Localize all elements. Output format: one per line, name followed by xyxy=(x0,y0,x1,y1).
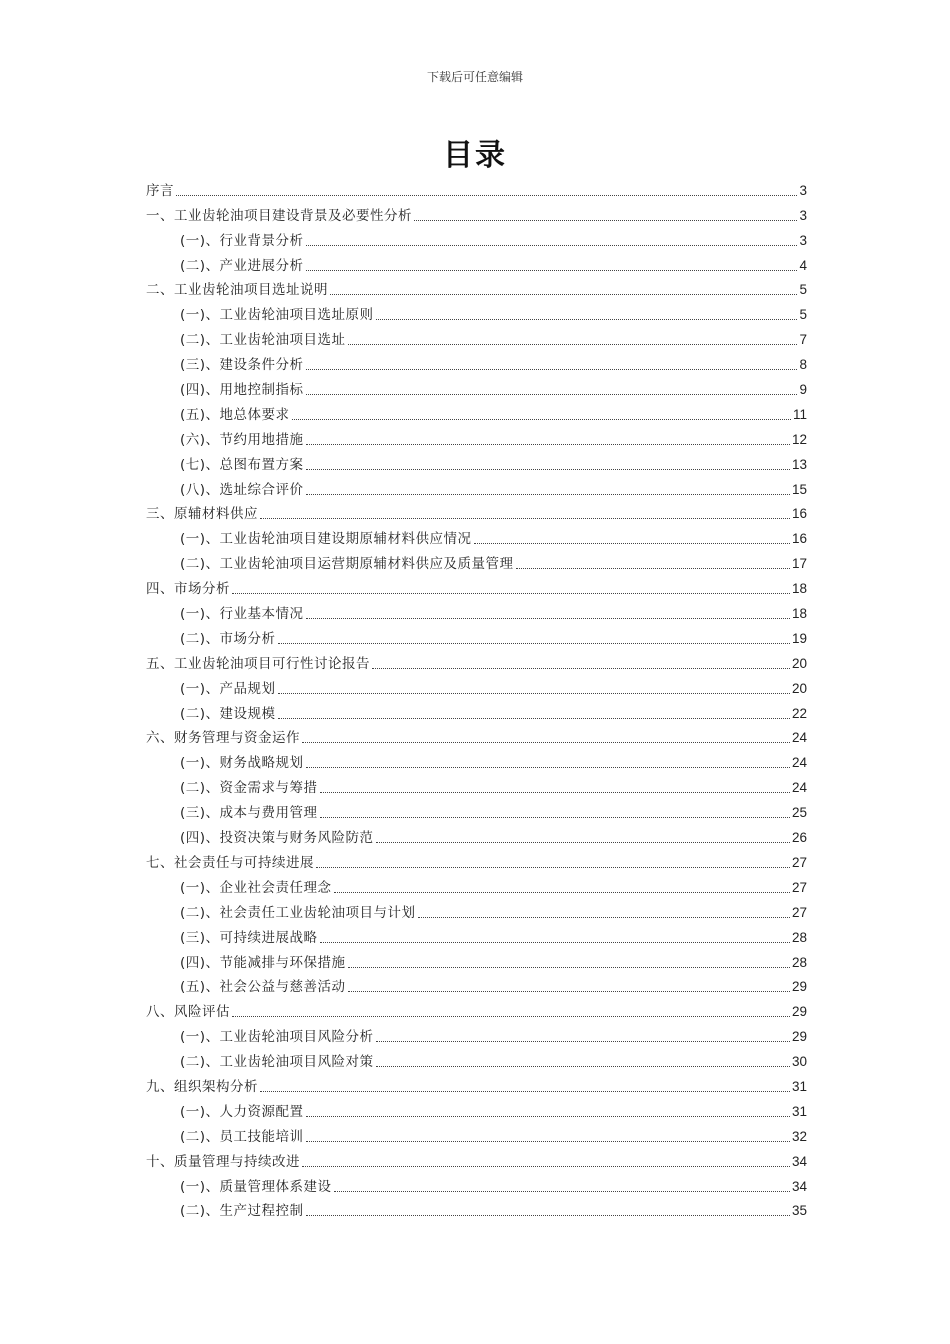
dot-leader xyxy=(306,1141,790,1142)
toc-entry-page: 5 xyxy=(799,282,807,298)
page-title: 目录 xyxy=(443,138,507,173)
dot-leader xyxy=(348,991,790,992)
toc-entry[interactable] xyxy=(146,449,807,474)
toc-entry-page: 35 xyxy=(791,1203,807,1219)
toc-entry[interactable] xyxy=(146,996,807,1021)
toc-entry-page: 15 xyxy=(791,481,807,497)
toc-entry[interactable] xyxy=(146,872,807,897)
toc-entry-page: 20 xyxy=(791,655,807,671)
dot-leader xyxy=(414,220,797,221)
toc-entry-label: (三)、成本与费用管理 xyxy=(180,805,318,822)
toc-entry-page: 3 xyxy=(799,232,807,248)
dot-leader xyxy=(320,817,790,818)
toc-entry-label: (五)、地总体要求 xyxy=(180,406,290,423)
toc-entry-label: 六、财务管理与资金运作 xyxy=(146,730,300,747)
toc-entry-label: (一)、行业基本情况 xyxy=(180,606,304,623)
toc-entry-label: (三)、建设条件分析 xyxy=(180,357,304,374)
toc-entry[interactable] xyxy=(146,972,807,997)
toc-entry-page: 24 xyxy=(791,780,807,796)
toc-entry-label: 九、组织架构分析 xyxy=(146,1078,258,1095)
toc-entry[interactable] xyxy=(146,349,807,374)
dot-leader xyxy=(320,792,790,793)
toc-entry-page: 3 xyxy=(799,182,807,198)
dot-leader xyxy=(306,494,790,495)
toc-entry-label: (七)、总图布置方案 xyxy=(180,456,304,473)
toc-entry-label: 一、工业齿轮油项目建设背景及必要性分析 xyxy=(146,207,412,224)
toc-entry[interactable] xyxy=(146,499,807,524)
dot-leader xyxy=(334,1191,790,1192)
toc-entry[interactable] xyxy=(146,424,807,449)
toc-entry-page: 22 xyxy=(791,705,807,721)
toc-entry-page: 34 xyxy=(791,1178,807,1194)
toc-entry-label: (二)、建设规模 xyxy=(180,705,276,722)
toc-entry-label: (一)、人力资源配置 xyxy=(180,1103,304,1120)
toc-entry[interactable] xyxy=(146,200,807,225)
toc-entry-page: 25 xyxy=(791,805,807,821)
toc-entry[interactable] xyxy=(146,598,807,623)
toc-entry[interactable] xyxy=(146,698,807,723)
dot-leader xyxy=(306,767,790,768)
toc-entry[interactable] xyxy=(146,573,807,598)
dot-leader xyxy=(176,195,797,196)
dot-leader xyxy=(302,1166,790,1167)
toc-entry-label: 二、工业齿轮油项目选址说明 xyxy=(146,282,328,299)
toc-entry-page: 28 xyxy=(791,929,807,945)
toc-entry[interactable] xyxy=(146,225,807,250)
toc-entry-page: 12 xyxy=(791,431,807,447)
toc-entry[interactable] xyxy=(146,324,807,349)
toc-entry-page: 8 xyxy=(799,357,807,373)
toc-entry[interactable] xyxy=(146,922,807,947)
toc-entry-label: 七、社会责任与可持续进展 xyxy=(146,854,314,871)
toc-entry-page: 19 xyxy=(791,630,807,646)
toc-entry-label: 三、原辅材料供应 xyxy=(146,506,258,523)
toc-entry[interactable] xyxy=(146,797,807,822)
toc-entry-page: 18 xyxy=(791,581,807,597)
dot-leader xyxy=(376,842,790,843)
toc-entry[interactable] xyxy=(146,747,807,772)
dot-leader xyxy=(376,1041,790,1042)
toc-entry-label: (一)、企业社会责任理念 xyxy=(180,879,332,896)
toc-entry-page: 31 xyxy=(791,1078,807,1094)
toc-entry-page: 29 xyxy=(791,979,807,995)
dot-leader xyxy=(302,742,790,743)
dot-leader xyxy=(278,693,790,694)
dot-leader xyxy=(306,469,790,470)
toc-entry-page: 26 xyxy=(791,830,807,846)
toc-entry-page: 27 xyxy=(791,879,807,895)
toc-entry-label: 五、工业齿轮油项目可行性讨论报告 xyxy=(146,655,370,672)
toc-entry-page: 13 xyxy=(791,456,807,472)
toc-entry-page: 34 xyxy=(791,1153,807,1169)
toc-entry[interactable] xyxy=(146,1071,807,1096)
toc-entry[interactable] xyxy=(146,947,807,972)
toc-entry[interactable] xyxy=(146,1121,807,1146)
dot-leader xyxy=(348,967,790,968)
toc-entry[interactable] xyxy=(146,523,807,548)
toc-entry-label: (四)、投资决策与财务风险防范 xyxy=(180,830,374,847)
dot-leader xyxy=(316,867,790,868)
toc-entry[interactable] xyxy=(146,772,807,797)
toc-entry-page: 16 xyxy=(791,531,807,547)
toc-entry-label: (二)、产业进展分析 xyxy=(180,257,304,274)
toc-entry-page: 24 xyxy=(791,755,807,771)
toc-entry[interactable] xyxy=(146,548,807,573)
dot-leader xyxy=(306,1116,790,1117)
dot-leader xyxy=(260,518,790,519)
dot-leader xyxy=(232,593,790,594)
toc-entry-label: (四)、节能减排与环保措施 xyxy=(180,954,346,971)
toc-entry-label: (二)、生产过程控制 xyxy=(180,1203,304,1220)
toc-entry-label: (一)、工业齿轮油项目建设期原辅材料供应情况 xyxy=(180,531,472,548)
toc-entry-page: 27 xyxy=(791,854,807,870)
dot-leader xyxy=(306,618,790,619)
toc-entry-label: (二)、资金需求与筹措 xyxy=(180,780,318,797)
dot-leader xyxy=(260,1091,790,1092)
toc-entry-label: (四)、用地控制指标 xyxy=(180,382,304,399)
toc-entry[interactable] xyxy=(146,399,807,424)
toc-entry-page: 29 xyxy=(791,1004,807,1020)
dot-leader xyxy=(306,1215,790,1216)
dot-leader xyxy=(278,718,790,719)
toc-entry-page: 4 xyxy=(799,257,807,273)
toc-entry[interactable] xyxy=(146,847,807,872)
toc-entry[interactable] xyxy=(146,723,807,748)
toc-entry[interactable] xyxy=(146,1196,807,1221)
dot-leader xyxy=(320,942,790,943)
dot-leader xyxy=(306,245,798,246)
dot-leader xyxy=(348,344,798,345)
toc-entry-label: (一)、行业背景分析 xyxy=(180,232,304,249)
toc-entry-label: (八)、选址综合评价 xyxy=(180,481,304,498)
toc-entry[interactable] xyxy=(146,1046,807,1071)
toc-entry[interactable] xyxy=(146,250,807,275)
toc-entry[interactable] xyxy=(146,822,807,847)
dot-leader xyxy=(376,1066,790,1067)
toc-entry[interactable] xyxy=(146,897,807,922)
toc-entry-page: 28 xyxy=(791,954,807,970)
toc-entry-label: (二)、员工技能培训 xyxy=(180,1128,304,1145)
toc-entry-page: 16 xyxy=(791,506,807,522)
toc-entry[interactable] xyxy=(146,1171,807,1196)
toc-entry-page: 20 xyxy=(791,680,807,696)
dot-leader xyxy=(306,394,798,395)
toc-entry-page: 17 xyxy=(791,556,807,572)
toc-entry-label: 十、质量管理与持续改进 xyxy=(146,1153,300,1170)
toc-entry[interactable] xyxy=(146,474,807,499)
dot-leader xyxy=(306,369,798,370)
toc-entry-label: 八、风险评估 xyxy=(146,1004,230,1021)
toc-entry-page: 3 xyxy=(799,207,807,223)
toc-entry-label: (三)、可持续进展战略 xyxy=(180,929,318,946)
toc-entry[interactable] xyxy=(146,1096,807,1121)
toc-entry-page: 27 xyxy=(791,904,807,920)
toc-entry-label: (六)、节约用地措施 xyxy=(180,431,304,448)
toc-entry-label: 序言 xyxy=(146,182,174,199)
toc-entry-label: (一)、工业齿轮油项目风险分析 xyxy=(180,1029,374,1046)
dot-leader xyxy=(330,294,797,295)
toc-entry-page: 24 xyxy=(791,730,807,746)
dot-leader xyxy=(418,917,790,918)
toc-entry-page: 30 xyxy=(791,1054,807,1070)
toc-entry-page: 31 xyxy=(791,1103,807,1119)
toc-entry-page: 18 xyxy=(791,606,807,622)
toc-entry-page: 7 xyxy=(799,332,807,348)
toc-entry[interactable] xyxy=(146,275,807,300)
dot-leader xyxy=(474,543,790,544)
toc-entry-label: (二)、社会责任工业齿轮油项目与计划 xyxy=(180,904,416,921)
toc-entry[interactable] xyxy=(146,1146,807,1171)
toc-entry-page: 9 xyxy=(799,382,807,398)
toc-entry-label: (二)、市场分析 xyxy=(180,630,276,647)
toc-entry-label: (一)、工业齿轮油项目选址原则 xyxy=(180,307,374,324)
dot-leader xyxy=(516,568,790,569)
dot-leader xyxy=(292,419,791,420)
table-of-contents xyxy=(146,175,807,1220)
toc-entry[interactable] xyxy=(146,299,807,324)
dot-leader xyxy=(334,892,790,893)
dot-leader xyxy=(232,1016,790,1017)
toc-entry[interactable] xyxy=(146,1021,807,1046)
toc-entry-label: (一)、财务战略规划 xyxy=(180,755,304,772)
dot-leader xyxy=(306,270,798,271)
toc-entry-label: 四、市场分析 xyxy=(146,581,230,598)
toc-entry-page: 11 xyxy=(792,406,807,422)
header-note: 下载后可任意编辑 xyxy=(426,70,523,84)
dot-leader xyxy=(278,643,790,644)
dot-leader xyxy=(372,668,790,669)
toc-entry[interactable] xyxy=(146,673,807,698)
toc-entry[interactable] xyxy=(146,175,807,200)
dot-leader xyxy=(306,444,790,445)
dot-leader xyxy=(376,319,798,320)
toc-entry-page: 32 xyxy=(791,1128,807,1144)
toc-entry-label: (二)、工业齿轮油项目风险对策 xyxy=(180,1054,374,1071)
toc-entry-page: 5 xyxy=(799,307,807,323)
toc-entry[interactable] xyxy=(146,623,807,648)
toc-entry[interactable] xyxy=(146,374,807,399)
toc-entry-label: (一)、产品规划 xyxy=(180,680,276,697)
toc-entry-label: (一)、质量管理体系建设 xyxy=(180,1178,332,1195)
toc-entry-label: (二)、工业齿轮油项目运营期原辅材料供应及质量管理 xyxy=(180,556,514,573)
toc-entry[interactable] xyxy=(146,648,807,673)
toc-entry-label: (五)、社会公益与慈善活动 xyxy=(180,979,346,996)
toc-entry-label: (二)、工业齿轮油项目选址 xyxy=(180,332,346,349)
toc-entry-page: 29 xyxy=(791,1029,807,1045)
